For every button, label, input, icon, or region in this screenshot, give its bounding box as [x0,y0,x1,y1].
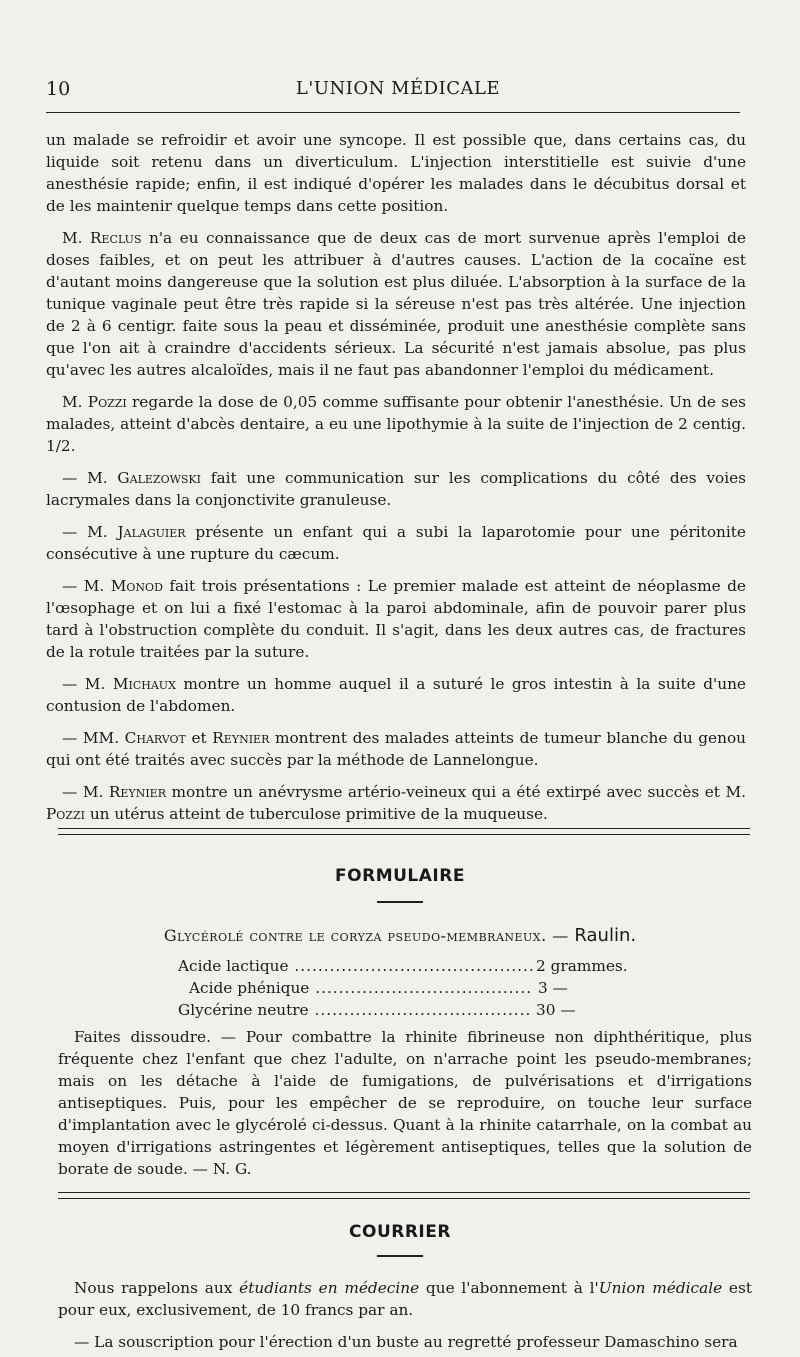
paragraph-reclus-text: n'a eu connaissance que de deux cas de mort survenue après l'emploi de doses faibles, et on peut les attribuer à d'autres causes. L'action de la cocaïne est d'autant moins dangereuse que la solution est plus diluée. L'absorption à la surface de la tunique vaginale peut être très rapide si la séreuse n'est pas très altérée. Une injection de 2 à 6 centigr. faite sous la peau et disséminée, produit une anesthésie complète sans que l'on ait à craindre d'accidents sérieux. La sécurité n'est jamais absolue, pas plus qu'avec les autres alcaloïdes, mais il ne faut pas abandonner l'emploi du médicament. [46,229,746,379]
courrier-paragraph-1 [58,1277,752,1321]
proceedings-text [46,129,746,825]
paragraph-reynier-text-end: un utérus atteint de tuberculose primitive de la muqueuse. [84,805,548,823]
ingredient-name: Glycérine neutre ..... [178,999,533,1021]
courrier-text-a: Nous rappelons aux [74,1279,240,1297]
courrier-emphasis-1: étudiants en médecine [239,1279,420,1297]
title-underline-2 [377,1255,423,1257]
ingredient-row [178,955,638,977]
recipe-name: Glycérolé contre le coryza pseudo-membraneux. — [163,926,575,945]
paragraph-monod [46,575,746,663]
ingredient-list [178,955,638,1021]
paragraph-galezowski [46,467,746,511]
courrier-text-c: est pour eux, exclusivement, de 10 francs par an. [58,1279,752,1319]
page-number: 10 [46,78,71,100]
paragraph-pozzi [46,391,746,457]
formulaire-text [58,1026,752,1180]
courrier-text-b: que l'abonnement à l' [419,1279,599,1297]
name-charvot: Charvot [124,729,186,747]
header-rule [46,112,740,113]
paragraph-michaux [46,673,746,717]
paragraph-charvot-reynier-text: montrent des malades atteints de tumeur blanche du genou qui ont été traités avec succès par la méthode de Lannelongue. [46,729,747,769]
ingredient-quantity: 2 grammes. [536,957,628,975]
name-reynier-2: Reynier [108,783,166,801]
title-underline [377,901,423,903]
dash-prefix: — M. [62,577,111,595]
name-jalaguier: Jalaguier [117,523,186,541]
dash-prefix: — M. [62,469,118,487]
ingredient-row [178,999,638,1021]
name-reynier: Reynier [212,729,270,747]
name-reclus: M. Reclus [62,229,142,247]
ingredient-name: Acide lactique ..... [178,955,533,977]
ingredient-row [178,977,638,999]
courrier-paragraph-2: — La souscription pour l'érection d'un buste au regretté professeur Damaschino sera [74,1333,738,1351]
name-pozzi: M. Pozzi [62,393,127,411]
formulaire-title: FORMULAIRE [335,866,465,886]
paragraph-1: un malade se refroidir et avoir une syncope. Il est possible que, dans certains cas, du liquide soit retenu dans un diverticulum. L'injection interstitielle est suivie d'une anesthésie rapide; enfin, il est indiqué d'opérer les malades dans le décubitus dorsal et de les maintenir quelque temps dans cette position. [46,131,746,215]
name-pozzi-2: Pozzi [46,805,85,823]
recipe-title [0,925,800,946]
paragraph-michaux-text: montre un homme auquel il a suturé le gros intestin à la suite d'une contusion de l'abdomen. [46,675,746,715]
ingredient-name: Acide phénique ..... [189,977,533,999]
dash-prefix: — M. [62,523,118,541]
paragraph-jalaguier [46,521,746,565]
paragraph-reynier-text: montre un anévrysme artério-veineux qui a été extirpé avec succès et M. [165,783,746,801]
recipe-instructions: Faites dissoudre. — Pour combattre la rhinite fibrineuse non diphthéritique, plus fréquente chez l'enfant que chez l'adulte, on n'arrache point les pseudo-membranes; mais on les détache à l'aide de fumigations, de pulvérisations et d'irrigations antiseptiques. Puis, pour les empêcher de se reproduire, on touche leur surface d'implantation avec le glycérolé ci-dessus. Quant à la rhinite catarrhale, on la combat au moyen d'irrigations astringentes et légèrement antiseptiques, telles que la solution de borate de soude. — N. G. [58,1028,752,1178]
dash-prefix: — M. [62,783,109,801]
recipe-author: Raulin. [574,925,637,946]
running-title: L'UNION MÉDICALE [295,78,501,99]
courrier-title: COURRIER [349,1222,451,1242]
ingredient-quantity: 3 — [538,979,568,997]
paragraph-galezowski-text: fait une communication sur les complications du côté des voies lacrymales dans la conjonctivite granuleuse. [46,469,746,509]
dash-prefix: — MM. [62,729,125,747]
name-monod: Monod [110,577,163,595]
courrier-emphasis-2: Union médicale [598,1279,723,1297]
paragraph-reclus [46,227,746,381]
courrier-text [58,1277,752,1353]
paragraph-reynier [46,781,746,825]
paragraph-jalaguier-text: présente un enfant qui a subi la laparotomie pour une péritonite consécutive à une rupture du cæcum. [46,523,746,563]
ingredient-quantity: 30 — [536,1001,576,1019]
section-divider-2 [58,1192,750,1199]
page-header [46,78,750,106]
conjunction: et [185,729,213,747]
paragraph-charvot-reynier [46,727,746,771]
section-divider [58,828,750,835]
dash-prefix: — M. [62,675,113,693]
paragraph-monod-text: fait trois présentations : Le premier malade est atteint de néoplasme de l'œsophage et on lui a fixé l'estomac à la paroi abdominale, afin de pouvoir parer plus tard à l'obstruction complète du conduit. Il s'agit, dans les deux autres cas, de fractures de la rotule traitées par la suture. [46,577,746,661]
paragraph-pozzi-text: regarde la dose de 0,05 comme suffisante pour obtenir l'anesthésie. Un de ses malades, atteint d'abcès dentaire, a eu une lipothymie à la suite de l'injection de 2 centig. 1/2. [46,393,746,455]
name-galezowski: Galezowski [117,469,201,487]
name-michaux: Michaux [112,675,176,693]
